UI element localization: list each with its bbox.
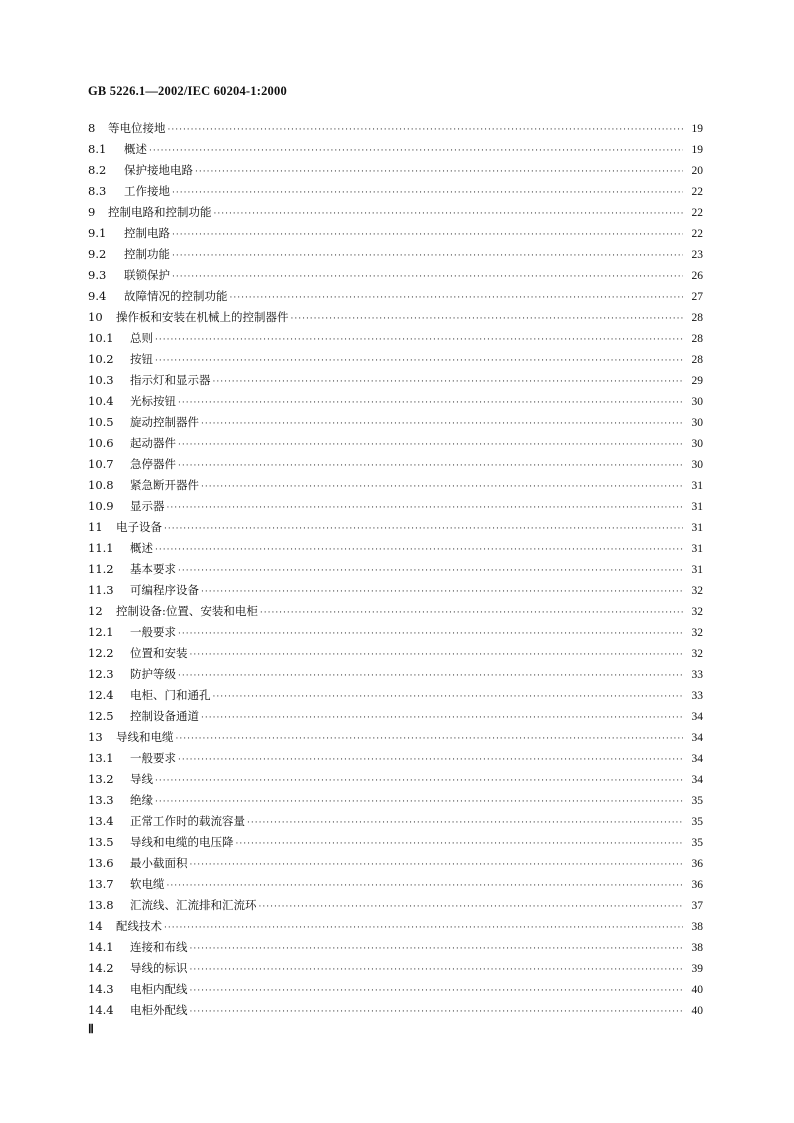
toc-leader-dots xyxy=(167,876,684,897)
toc-entry-number: 13.8 xyxy=(88,898,114,912)
toc-entry[interactable] xyxy=(88,832,703,853)
toc-leader-dots xyxy=(201,477,683,498)
toc-leader-dots xyxy=(172,246,683,267)
toc-leader-dots xyxy=(155,540,683,561)
toc-entry[interactable] xyxy=(88,475,703,496)
toc-entry[interactable] xyxy=(88,286,703,307)
toc-entry-number: 9 xyxy=(88,205,96,219)
toc-entry-number: 13.7 xyxy=(88,877,114,891)
toc-entry-title: 电柜内配线 xyxy=(130,982,188,996)
toc-leader-dots xyxy=(178,750,683,771)
toc-entry-page: 32 xyxy=(691,648,703,660)
toc-entry[interactable] xyxy=(88,811,703,832)
toc-entry-number: 10.5 xyxy=(88,415,114,429)
toc-leader-dots xyxy=(230,288,684,309)
toc-entry[interactable] xyxy=(88,790,703,811)
toc-leader-dots xyxy=(190,645,684,666)
toc-entry[interactable] xyxy=(88,601,703,622)
toc-entry[interactable] xyxy=(88,139,703,160)
toc-entry-number: 13.4 xyxy=(88,814,114,828)
toc-entry-number: 12.2 xyxy=(88,646,114,660)
toc-entry-page: 23 xyxy=(691,249,703,261)
toc-entry-page: 31 xyxy=(691,522,703,534)
toc-entry-title: 概述 xyxy=(124,142,147,156)
toc-leader-dots xyxy=(176,729,684,750)
toc-entry-page: 30 xyxy=(691,438,703,450)
toc-entry-page: 28 xyxy=(691,333,703,345)
toc-leader-dots xyxy=(291,309,684,330)
toc-entry-title: 配线技术 xyxy=(116,919,162,933)
toc-entry[interactable] xyxy=(88,643,703,664)
toc-entry-page: 31 xyxy=(691,564,703,576)
toc-entry-page: 37 xyxy=(691,900,703,912)
toc-entry[interactable] xyxy=(88,517,703,538)
toc-entry-page: 32 xyxy=(691,627,703,639)
toc-entry-title: 绝缘 xyxy=(130,793,153,807)
toc-entry-title: 基本要求 xyxy=(130,562,176,576)
toc-entry-number: 9.4 xyxy=(88,289,107,303)
toc-leader-dots xyxy=(167,498,684,519)
toc-leader-dots xyxy=(155,771,683,792)
toc-leader-dots xyxy=(236,834,684,855)
toc-entry-page: 35 xyxy=(691,795,703,807)
toc-entry-number: 12 xyxy=(88,604,103,618)
toc-entry[interactable] xyxy=(88,769,703,790)
toc-leader-dots xyxy=(178,393,683,414)
toc-leader-dots xyxy=(190,939,684,960)
toc-entry-number: 14.3 xyxy=(88,982,114,996)
toc-entry-number: 10.6 xyxy=(88,436,114,450)
toc-entry[interactable] xyxy=(88,223,703,244)
toc-entry[interactable] xyxy=(88,916,703,937)
toc-entry[interactable] xyxy=(88,349,703,370)
toc-entry[interactable] xyxy=(88,622,703,643)
toc-entry-number: 8 xyxy=(88,121,96,135)
toc-entry-title: 汇流线、汇流排和汇流环 xyxy=(130,898,257,912)
toc-entry-title: 防护等级 xyxy=(130,667,176,681)
toc-leader-dots xyxy=(190,1002,684,1023)
toc-entry-number: 13.6 xyxy=(88,856,114,870)
toc-entry-number: 14.2 xyxy=(88,961,114,975)
toc-entry-page: 30 xyxy=(691,417,703,429)
toc-entry-title: 正常工作时的载流容量 xyxy=(130,814,245,828)
toc-leader-dots xyxy=(190,960,684,981)
toc-leader-dots xyxy=(164,519,683,540)
toc-entry-title: 概述 xyxy=(130,541,153,555)
toc-entry-number: 10.8 xyxy=(88,478,114,492)
toc-entry[interactable] xyxy=(88,454,703,475)
toc-entry-page: 38 xyxy=(691,921,703,933)
toc-entry-title: 总则 xyxy=(130,331,153,345)
toc-entry-page: 36 xyxy=(691,879,703,891)
toc-entry-page: 33 xyxy=(691,669,703,681)
toc-entry-title: 紧急断开器件 xyxy=(130,478,199,492)
toc-entry-number: 14.4 xyxy=(88,1003,114,1017)
toc-entry-page: 34 xyxy=(691,774,703,786)
toc-entry-page: 32 xyxy=(691,585,703,597)
toc-entry-title: 保护接地电路 xyxy=(124,163,193,177)
toc-entry[interactable] xyxy=(88,874,703,895)
toc-entry-number: 14.1 xyxy=(88,940,114,954)
toc-entry-page: 31 xyxy=(691,501,703,513)
toc-entry-number: 12.5 xyxy=(88,709,114,723)
toc-entry-number: 11.2 xyxy=(88,562,114,576)
toc-entry-title: 控制电路 xyxy=(124,226,170,240)
toc-entry-page: 20 xyxy=(691,165,703,177)
toc-entry-page: 40 xyxy=(691,1005,703,1017)
toc-entry[interactable] xyxy=(88,559,703,580)
toc-entry-title: 工作接地 xyxy=(124,184,170,198)
toc-entry[interactable] xyxy=(88,391,703,412)
toc-entry[interactable] xyxy=(88,958,703,979)
toc-entry-page: 22 xyxy=(691,228,703,240)
toc-leader-dots xyxy=(247,813,683,834)
toc-leader-dots xyxy=(155,330,683,351)
toc-entry-page: 34 xyxy=(691,732,703,744)
toc-leader-dots xyxy=(178,456,683,477)
toc-entry[interactable] xyxy=(88,685,703,706)
toc-entry[interactable] xyxy=(88,979,703,1000)
toc-entry-title: 可编程序设备 xyxy=(130,583,199,597)
toc-entry[interactable] xyxy=(88,412,703,433)
toc-leader-dots xyxy=(201,582,683,603)
toc-entry[interactable] xyxy=(88,244,703,265)
toc-entry-title: 控制电路和控制功能 xyxy=(108,205,212,219)
toc-leader-dots xyxy=(213,687,684,708)
toc-entry-number: 9.1 xyxy=(88,226,107,240)
toc-leader-dots xyxy=(195,162,683,183)
toc-leader-dots xyxy=(190,855,684,876)
toc-entry-page: 35 xyxy=(691,816,703,828)
toc-leader-dots xyxy=(259,897,684,918)
toc-entry[interactable] xyxy=(88,181,703,202)
toc-entry-title: 光标按钮 xyxy=(130,394,176,408)
toc-entry-page: 31 xyxy=(691,480,703,492)
toc-entry[interactable] xyxy=(88,370,703,391)
toc-entry-page: 35 xyxy=(691,837,703,849)
toc-entry[interactable] xyxy=(88,1000,703,1021)
toc-entry-number: 13.2 xyxy=(88,772,114,786)
toc-entry-page: 26 xyxy=(691,270,703,282)
toc-entry-number: 13.1 xyxy=(88,751,114,765)
toc-entry-number: 12.3 xyxy=(88,667,114,681)
toc-leader-dots xyxy=(214,204,684,225)
toc-entry-title: 操作板和安装在机械上的控制器件 xyxy=(116,310,289,324)
toc-entry-title: 控制设备:位置、安装和电柜 xyxy=(116,604,258,618)
toc-entry-title: 一般要求 xyxy=(130,625,176,639)
toc-entry-page: 28 xyxy=(691,354,703,366)
toc-entry-title: 连接和布线 xyxy=(130,940,188,954)
toc-entry-page: 28 xyxy=(691,312,703,324)
toc-entry-number: 10 xyxy=(88,310,103,324)
toc-entry-number: 13.3 xyxy=(88,793,114,807)
toc-leader-dots xyxy=(178,561,683,582)
toc-entry-page: 27 xyxy=(691,291,703,303)
toc-entry[interactable] xyxy=(88,727,703,748)
toc-entry-title: 联锁保护 xyxy=(124,268,170,282)
toc-entry-page: 19 xyxy=(691,123,703,135)
toc-entry-title: 故障情况的控制功能 xyxy=(124,289,228,303)
toc-entry[interactable] xyxy=(88,580,703,601)
toc-entry[interactable] xyxy=(88,895,703,916)
toc-entry[interactable] xyxy=(88,853,703,874)
toc-leader-dots xyxy=(178,624,683,645)
toc-entry[interactable] xyxy=(88,538,703,559)
toc-leader-dots xyxy=(172,267,683,288)
toc-entry-number: 10.4 xyxy=(88,394,114,408)
toc-entry-number: 8.1 xyxy=(88,142,107,156)
toc-leader-dots xyxy=(213,372,684,393)
toc-entry-number: 10.2 xyxy=(88,352,114,366)
toc-entry-number: 11.3 xyxy=(88,583,114,597)
toc-entry[interactable] xyxy=(88,664,703,685)
toc-entry-title: 最小截面积 xyxy=(130,856,188,870)
toc-leader-dots xyxy=(172,225,683,246)
toc-entry[interactable] xyxy=(88,307,703,328)
toc-entry-page: 34 xyxy=(691,711,703,723)
toc-entry-page: 32 xyxy=(691,606,703,618)
toc-entry-number: 10.9 xyxy=(88,499,114,513)
toc-entry-title: 导线的标识 xyxy=(130,961,188,975)
toc-entry-page: 40 xyxy=(691,984,703,996)
page-number-roman: Ⅱ xyxy=(88,1022,94,1036)
toc-entry-page: 31 xyxy=(691,543,703,555)
toc-entry[interactable] xyxy=(88,160,703,181)
toc-entry-number: 11.1 xyxy=(88,541,114,555)
toc-entry-page: 36 xyxy=(691,858,703,870)
toc-entry-page: 33 xyxy=(691,690,703,702)
toc-entry-title: 位置和安装 xyxy=(130,646,188,660)
toc-leader-dots xyxy=(178,435,683,456)
toc-leader-dots xyxy=(149,141,683,162)
toc-leader-dots xyxy=(155,351,683,372)
toc-entry-number: 8.3 xyxy=(88,184,107,198)
toc-leader-dots xyxy=(178,666,683,687)
toc-entry-title: 按钮 xyxy=(130,352,153,366)
toc-entry-number: 14 xyxy=(88,919,103,933)
toc-entry-title: 软电缆 xyxy=(130,877,165,891)
toc-entry-title: 导线和电缆的电压降 xyxy=(130,835,234,849)
toc-entry[interactable] xyxy=(88,265,703,286)
toc-entry-number: 9.2 xyxy=(88,247,107,261)
toc-entry-title: 等电位接地 xyxy=(108,121,166,135)
toc-leader-dots xyxy=(260,603,683,624)
toc-entry[interactable] xyxy=(88,748,703,769)
toc-leader-dots xyxy=(172,183,683,204)
toc-leader-dots xyxy=(190,981,684,1002)
toc-entry-number: 11 xyxy=(88,520,103,534)
toc-entry-number: 13.5 xyxy=(88,835,114,849)
toc-entry-page: 19 xyxy=(691,144,703,156)
toc-entry-page: 29 xyxy=(691,375,703,387)
toc-entry-title: 导线 xyxy=(130,772,153,786)
toc-entry-title: 导线和电缆 xyxy=(116,730,174,744)
toc-entry-title: 电柜外配线 xyxy=(130,1003,188,1017)
toc-entry-number: 12.1 xyxy=(88,625,114,639)
toc-entry[interactable] xyxy=(88,706,703,727)
toc-entry-title: 一般要求 xyxy=(130,751,176,765)
toc-entry-page: 38 xyxy=(691,942,703,954)
toc-entry-number: 10.1 xyxy=(88,331,114,345)
toc-entry[interactable] xyxy=(88,118,703,139)
toc-entry-number: 13 xyxy=(88,730,103,744)
toc-entry-page: 22 xyxy=(691,186,703,198)
toc-entry-title: 显示器 xyxy=(130,499,165,513)
toc-entry-page: 34 xyxy=(691,753,703,765)
toc-leader-dots xyxy=(168,120,684,141)
toc-entry[interactable] xyxy=(88,433,703,454)
toc-entry-number: 9.3 xyxy=(88,268,107,282)
toc-entry-number: 10.7 xyxy=(88,457,114,471)
toc-entry-page: 22 xyxy=(691,207,703,219)
toc-entry-number: 12.4 xyxy=(88,688,114,702)
toc-leader-dots xyxy=(201,414,683,435)
toc-entry-page: 30 xyxy=(691,396,703,408)
toc-entry-title: 电子设备 xyxy=(116,520,162,534)
toc-entry-title: 电柜、门和通孔 xyxy=(130,688,211,702)
toc-entry-title: 急停器件 xyxy=(130,457,176,471)
toc-entry-title: 指示灯和显示器 xyxy=(130,373,211,387)
toc-leader-dots xyxy=(164,918,683,939)
toc-leader-dots xyxy=(201,708,683,729)
toc-entry-title: 控制功能 xyxy=(124,247,170,261)
toc-entry[interactable] xyxy=(88,328,703,349)
table-of-contents xyxy=(88,118,703,1021)
toc-entry-page: 39 xyxy=(691,963,703,975)
toc-entry[interactable] xyxy=(88,937,703,958)
toc-leader-dots xyxy=(155,792,683,813)
toc-entry-title: 起动器件 xyxy=(130,436,176,450)
toc-entry-title: 旋动控制器件 xyxy=(130,415,199,429)
toc-entry[interactable] xyxy=(88,202,703,223)
document-code-header: GB 5226.1—2002/IEC 60204-1:2000 xyxy=(88,84,287,98)
toc-entry-title: 控制设备通道 xyxy=(130,709,199,723)
toc-entry-number: 8.2 xyxy=(88,163,107,177)
toc-entry-number: 10.3 xyxy=(88,373,114,387)
toc-entry[interactable] xyxy=(88,496,703,517)
toc-entry-page: 30 xyxy=(691,459,703,471)
